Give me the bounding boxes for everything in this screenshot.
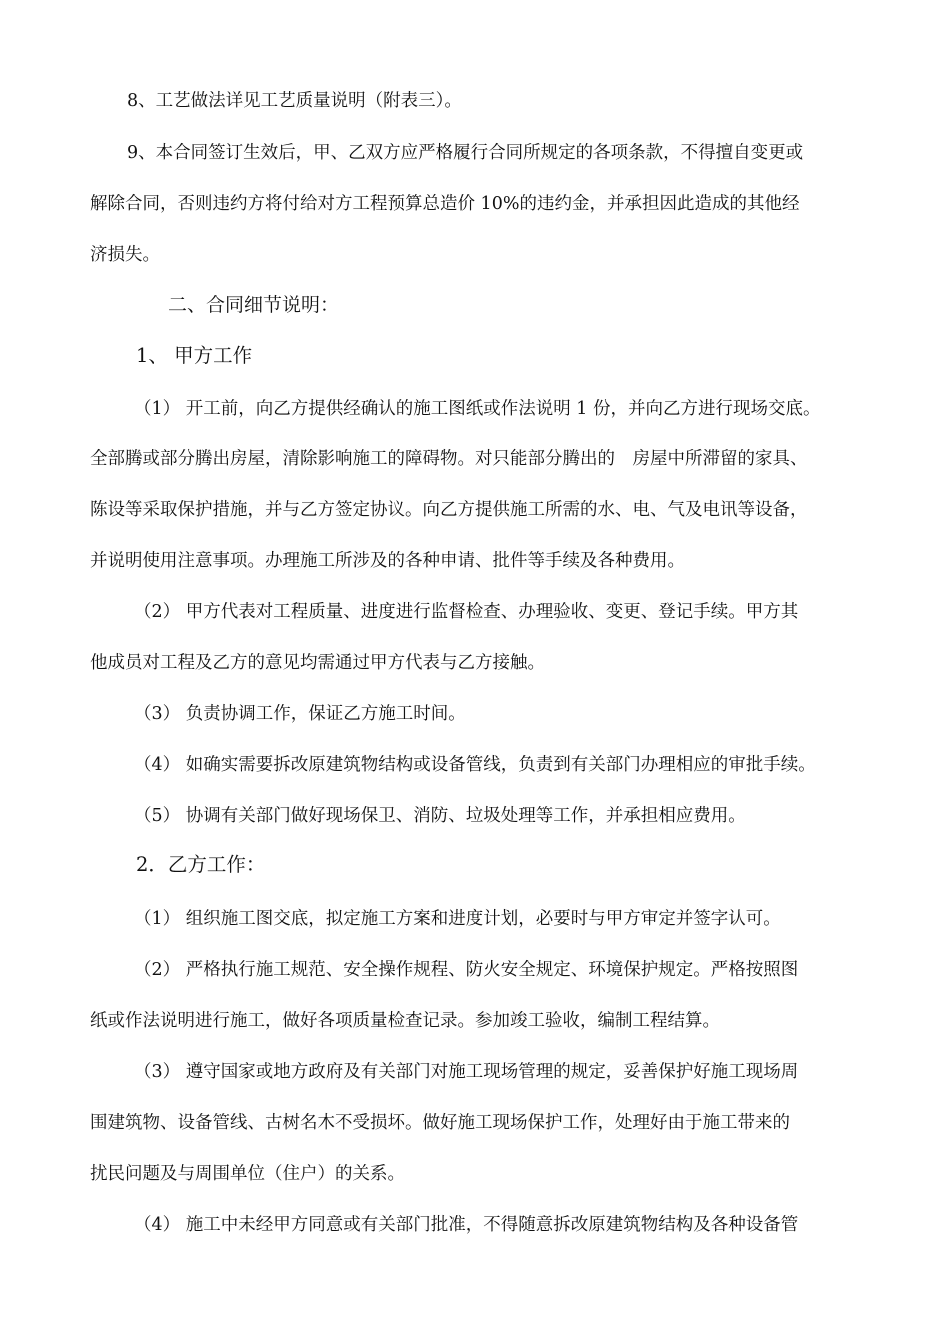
party-b-item-2-line-2: 纸或作法说明进行施工，做好各项质量检查记录。参加竣工验收，编制工程结算。 <box>90 1011 720 1031</box>
party-a-item-2-line-2: 他成员对工程及乙方的意见均需通过甲方代表与乙方接触。 <box>90 653 545 673</box>
party-a-item-1-line-2: 全部腾或部分腾出房屋，清除影响施工的障碍物。对只能部分腾出的 房屋中所滞留的家具、 <box>90 449 808 469</box>
party-a-item-1-line-4: 并说明使用注意事项。办理施工所涉及的各种申请、批件等手续及各种费用。 <box>90 551 685 571</box>
clause-9-line-3: 济损失。 <box>90 245 160 265</box>
clause-9-line-1: 9、本合同签订生效后，甲、乙双方应严格履行合同所规定的各项条款，不得擅自变更或 <box>127 143 804 163</box>
party-a-item-3: （3） 负责协调工作，保证乙方施工时间。 <box>134 704 466 724</box>
party-b-item-2-line-1: （2） 严格执行施工规范、安全操作规程、防火安全规定、环境保护规定。严格按照图 <box>134 960 799 980</box>
party-a-item-2-line-1: （2） 甲方代表对工程质量、进度进行监督检查、办理验收、变更、登记手续。甲方其 <box>134 602 799 622</box>
party-a-item-5: （5） 协调有关部门做好现场保卫、消防、垃圾处理等工作，并承担相应费用。 <box>134 806 746 826</box>
party-a-item-1-line-3: 陈设等采取保护措施，并与乙方签定协议。向乙方提供施工所需的水、电、气及电讯等设备， <box>90 500 808 520</box>
subheading-party-b-work: 2．乙方工作： <box>136 853 266 876</box>
party-b-item-3-line-1: （3） 遵守国家或地方政府及有关部门对施工现场管理的规定，妥善保护好施工现场周 <box>134 1062 799 1082</box>
party-b-item-3-line-3: 扰民问题及与周围单位（住户）的关系。 <box>90 1164 405 1184</box>
party-a-item-4: （4） 如确实需要拆改原建筑物结构或设备管线，负责到有关部门办理相应的审批手续。 <box>134 755 816 775</box>
party-b-item-3-line-2: 围建筑物、设备管线、古树名木不受损坏。做好施工现场保护工作，处理好由于施工带来的 <box>90 1113 790 1133</box>
clause-9-line-2: 解除合同，否则违约方将付给对方工程预算总造价 10%的违约金，并承担因此造成的其他经 <box>90 194 800 214</box>
party-a-item-1-line-1: （1） 开工前，向乙方提供经确认的施工图纸或作法说明 1 份，并向乙方进行现场交底。 <box>134 399 821 419</box>
party-b-item-4-line-1: （4） 施工中未经甲方同意或有关部门批准，不得随意拆改原建筑物结构及各种设备管 <box>134 1215 799 1235</box>
clause-8: 8、工艺做法详见工艺质量说明（附表三）。 <box>127 91 462 111</box>
party-b-item-1: （1） 组织施工图交底，拟定施工方案和进度计划，必要时与甲方审定并签字认可。 <box>134 909 781 929</box>
subheading-party-a-work: 1、 甲方工作 <box>136 344 253 367</box>
section-heading-contract-details: 二、合同细节说明： <box>168 294 340 316</box>
